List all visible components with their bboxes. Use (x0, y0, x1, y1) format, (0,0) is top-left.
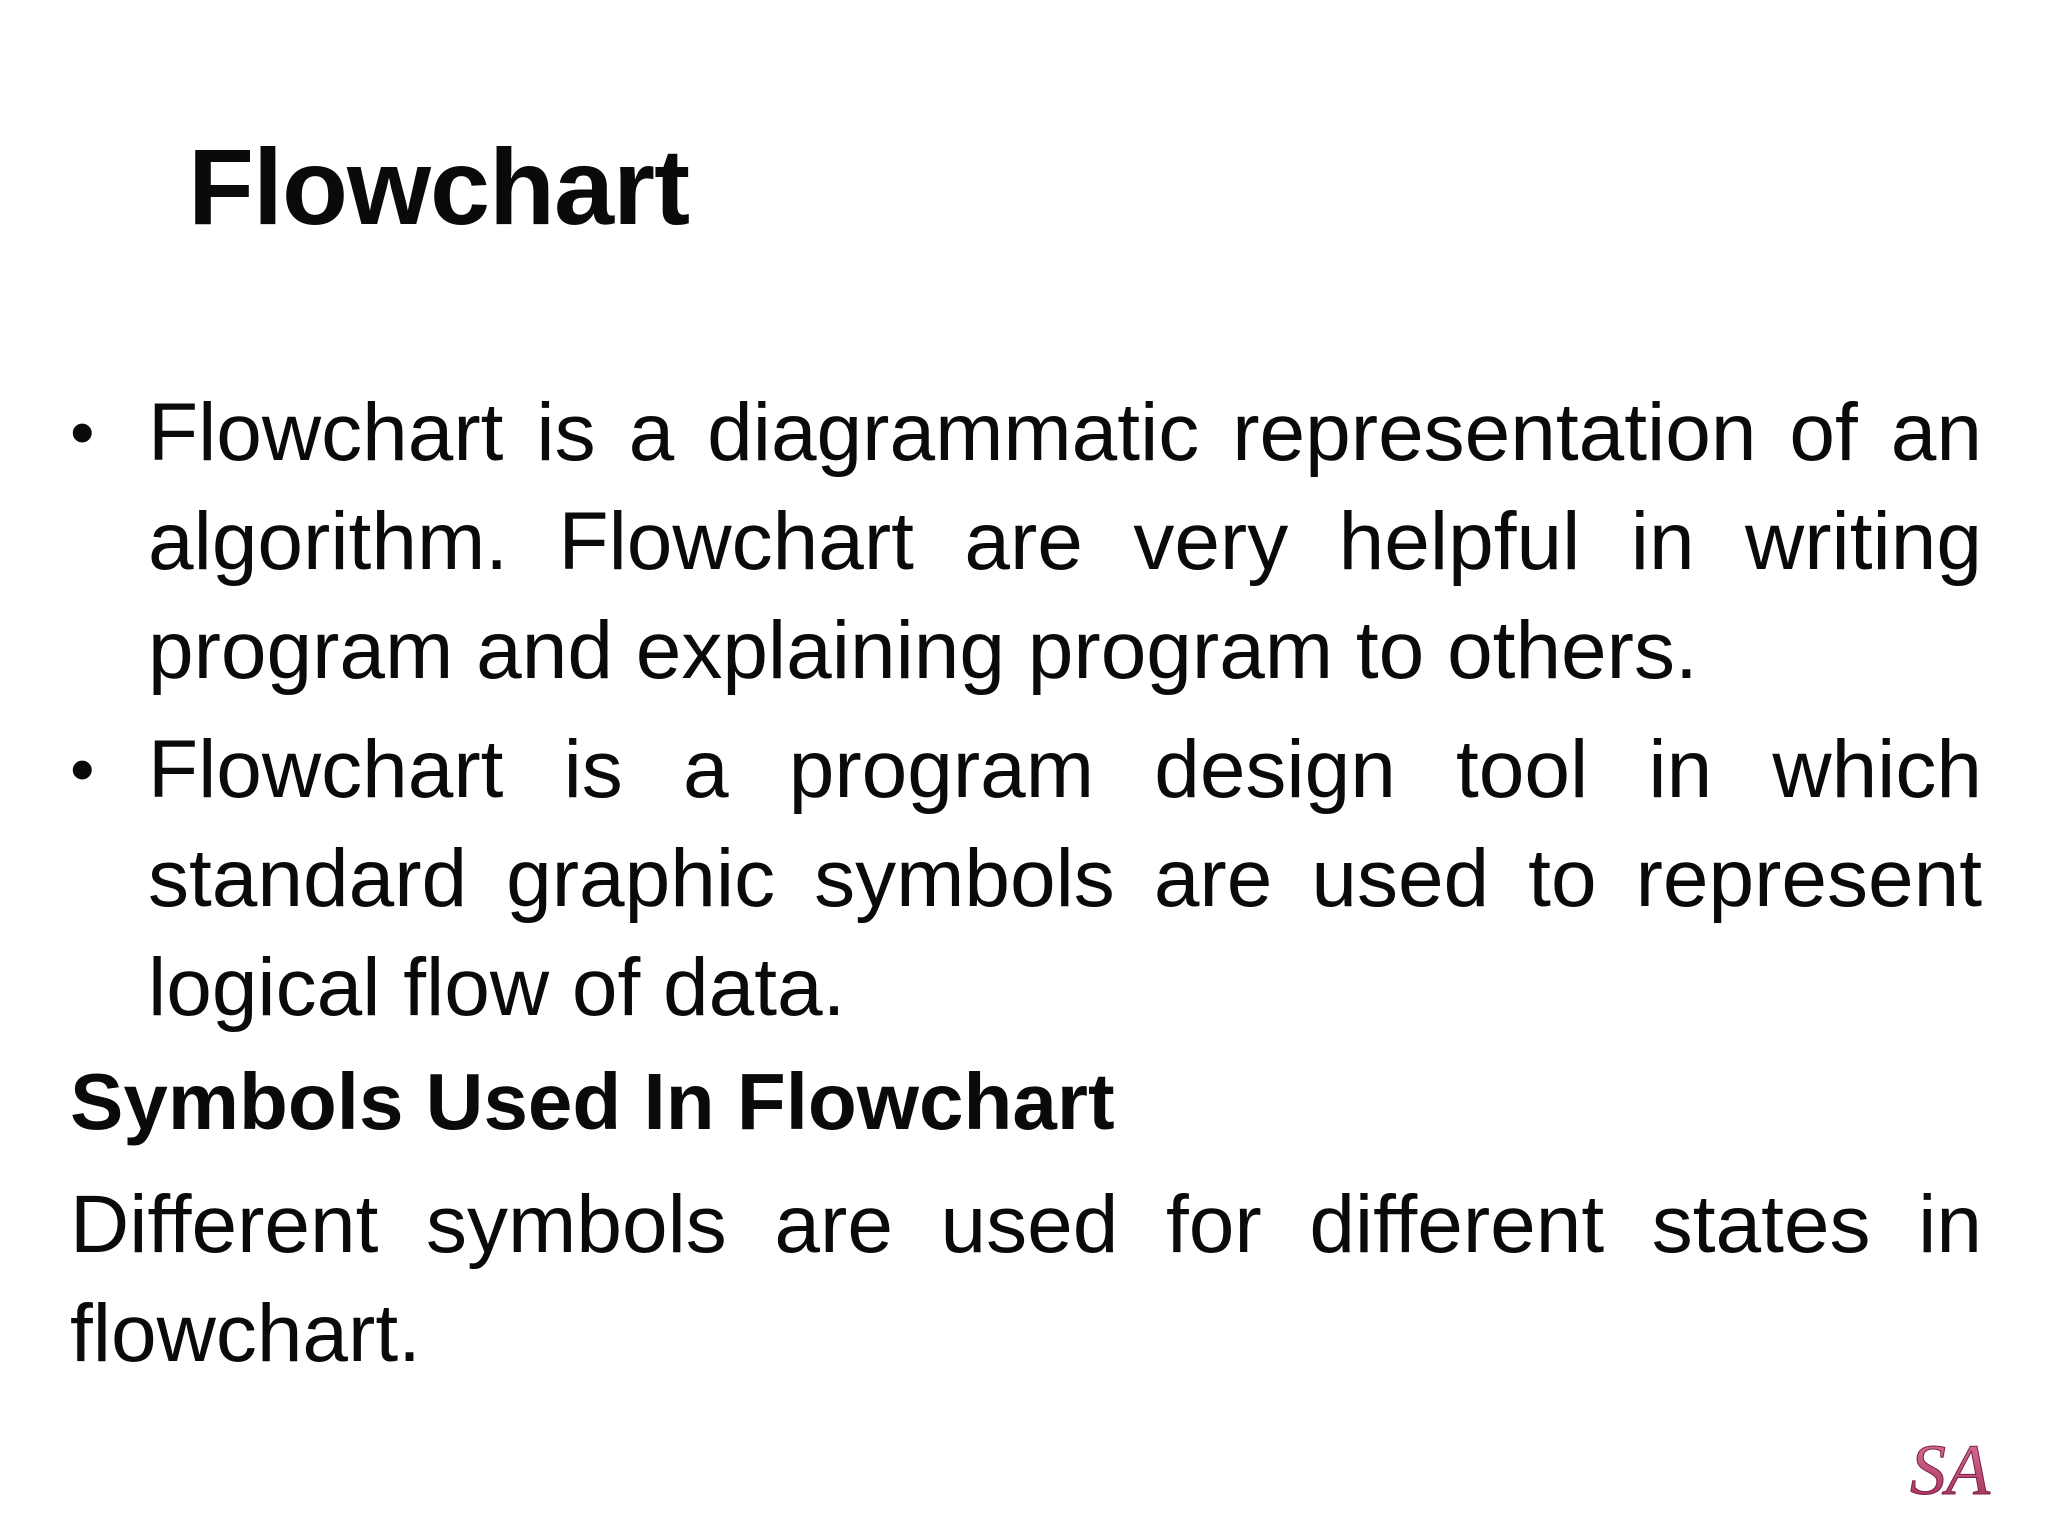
section-subheading: Symbols Used In Flowchart (70, 1057, 1115, 1146)
bullet-marker-icon: • (70, 393, 95, 471)
bullet-text: Flowchart is a diagrammatic representation of an algorithm. Flowchart are very helpful in writing program and explaining program to others. (148, 387, 1982, 696)
bullet-item (70, 715, 1982, 1042)
svg-text:SA: SA (1910, 1430, 1990, 1510)
slide-title: Flowchart (188, 126, 690, 247)
bullet-marker-icon: • (70, 730, 95, 808)
bullet-item (70, 378, 1982, 705)
sa-monogram-logo-icon (1906, 1424, 2024, 1520)
body-paragraph: Different symbols are used for different states in flowchart. (70, 1179, 1982, 1379)
slide-body (70, 378, 1982, 1388)
bullet-text: Flowchart is a program design tool in which standard graphic symbols are used to represent logical flow of data. (148, 724, 1982, 1033)
